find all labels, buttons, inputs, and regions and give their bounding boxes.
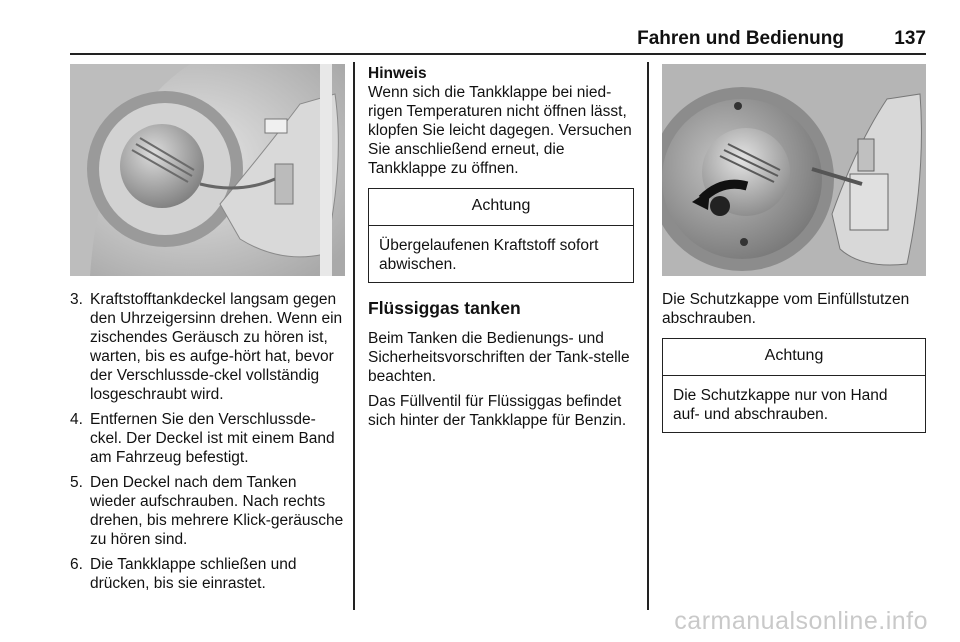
step-number: 3. xyxy=(70,291,83,308)
page-header xyxy=(70,28,926,52)
list-item xyxy=(70,473,345,549)
chapter-title: Fahren und Bedienung xyxy=(637,28,844,49)
photo-caption: Die Schutzkappe vom Einfüllstutzen abschrauben. xyxy=(662,291,910,327)
instruction-steps xyxy=(70,290,345,593)
column-right xyxy=(662,64,926,447)
step-number: 6. xyxy=(70,556,83,573)
step-text: Kraftstofftankdeckel langsam gegen den Uhrzeigersinn drehen. Wenn ein zischendes Geräusch zu hören ist, warten, bis es aufge-hört hat, bevor der Verschlussde-ckel vollständig losgeschraubt wird. xyxy=(90,291,343,403)
body-paragraph: Das Füllventil für Flüssiggas befindet sich hinter der Tankklappe für Benzin. xyxy=(368,393,627,429)
step-text: Die Tankklappe schließen und drücken, bis sie einrastet. xyxy=(90,556,297,592)
column-divider xyxy=(647,62,649,610)
column-middle xyxy=(368,64,634,436)
step-text: Entfernen Sie den Verschlussde-ckel. Der Deckel ist mit einem Band am Fahrzeug befestigt. xyxy=(90,411,335,466)
step-number: 4. xyxy=(70,411,83,428)
column-left xyxy=(70,64,345,599)
note-text: Wenn sich die Tankklappe bei nied-rigen Temperaturen nicht öffnen lässt, klopfen Sie leicht dagegen. Versuchen Sie anschließend erneut, die Tankklappe zu öffnen. xyxy=(368,84,632,177)
header-rule xyxy=(70,53,926,55)
body-paragraph: Beim Tanken die Bedienungs- und Sicherheitsvorschriften der Tank-stelle beachten. xyxy=(368,330,630,385)
list-item xyxy=(70,410,345,467)
warning-title: Achtung xyxy=(369,189,633,226)
step-number: 5. xyxy=(70,474,83,491)
column-divider xyxy=(353,62,355,610)
warning-box xyxy=(662,338,926,433)
warning-box xyxy=(368,188,634,283)
warning-text: Die Schutzkappe nur von Hand auf- und abschrauben. xyxy=(673,387,888,423)
list-item xyxy=(70,290,345,404)
step-text: Den Deckel nach dem Tanken wieder aufschrauben. Nach rechts drehen, bis mehrere Klick-geräusche zu hören sind. xyxy=(90,474,344,548)
note-heading: Hinweis xyxy=(368,65,427,82)
watermark: carmanualsonline.info xyxy=(674,607,928,635)
section-title: Flüssiggas tanken xyxy=(368,298,521,318)
warning-text: Übergelaufenen Kraftstoff sofort abwischen. xyxy=(379,237,599,273)
warning-title: Achtung xyxy=(663,339,925,376)
lpg-valve-photo xyxy=(662,64,926,276)
list-item xyxy=(70,555,345,593)
page-number: 137 xyxy=(894,28,926,49)
fuel-cap-photo xyxy=(70,64,345,276)
